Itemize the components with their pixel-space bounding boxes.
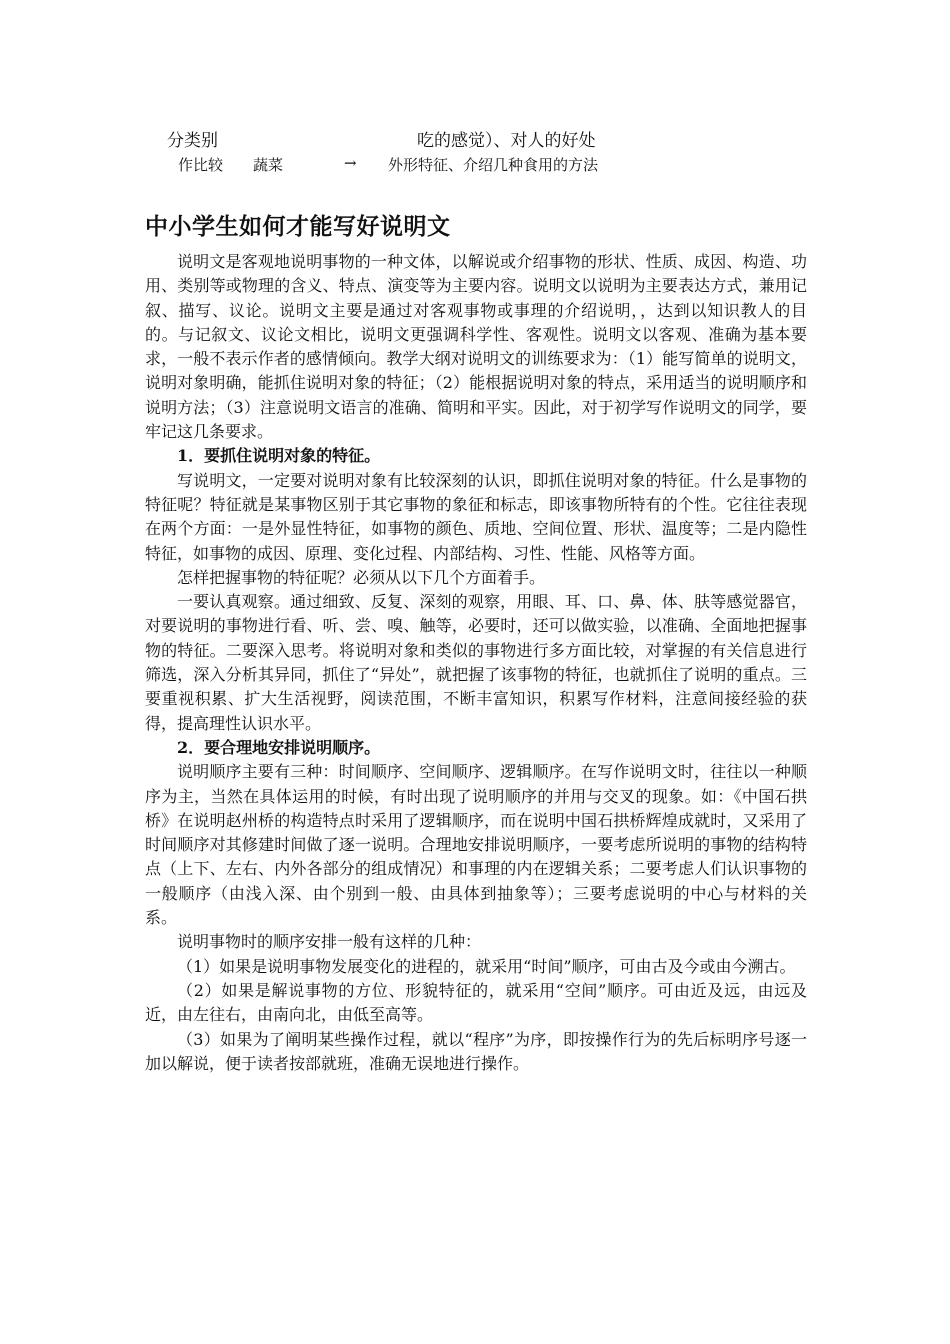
arrow-icon: → <box>344 154 357 172</box>
paragraph: 怎样把握事物的特征呢？必须从以下几个方面着手。 <box>177 567 546 587</box>
article-title: 中小学生如何才能写好说明文 <box>145 214 451 240</box>
fragment-item-vegetable: 蔬菜 <box>253 156 284 174</box>
list-item: （3）如果为了阐明某些操作过程，就以“程序”为序，即按操作行为的先后标明序号逐一加以解说，便于读者按部就班，准确无误地进行操作。 <box>145 1029 807 1073</box>
fragment-text-benefits: 吃的感觉）、对人的好处 <box>417 131 596 151</box>
fragment-label-classify: 分类别 <box>167 131 218 151</box>
section-heading-1: 1．要抓住说明对象的特征。 <box>177 446 381 466</box>
intro-paragraph: 说明文是客观地说明事物的一种文体，以解说或介绍事物的形状、性质、成因、构造、功用、类别等或物理的含义、特点、演变等为主要内容。说明文以说明为主要表达方式，兼用记叙、描写、议论。说明文主要是通过对客观事物或事理的介绍说明，，达到以知识教人的目的。与记叙文、议论文相比，说明文更强调科学性、客观性。说明文以客观、准确为基本要求，一般不表示作者的感情倾向。教学大纲对说明文的训练要求为：（1）能写简单的说明文，说明对象明确，能抓住说明对象的特征；（2）能根据说明对象的特点，采用适当的说明顺序和说明方法；（3）注意说明文语言的准确、简明和平实。因此，对于初学写作说明文的同学，要牢记这几条要求。 <box>145 252 807 442</box>
paragraph: 写说明文，一定要对说明对象有比较深刻的认识，即抓住说明对象的特征。什么是事物的特征呢？特征就是某事物区别于其它事物的象征和标志，即该事物所特有的个性。它往往表现在两个方面：一是外显性特征，如事物的颜色、质地、空间位置、形状、温度等；二是内隐性特征，如事物的成因、原理、变化过程、内部结构、习性、性能、风格等方面。 <box>145 470 807 563</box>
fragment-row-1 <box>167 126 596 151</box>
paragraph: 一要认真观察。通过细致、反复、深刻的观察，用眼、耳、口、鼻、体、肤等感觉器官，对要说明的事物进行看、听、尝、嗅、触等，必要时，还可以做实验，以准确、全面地把握事物的特征。二要深入思考。将说明对象和类似的事物进行多方面比较，对掌握的有关信息进行筛选，深入分析其异同，抓住了“异处”，就把握了该事物的特征，也就抓住了说明的重点。三要重视积累、扩大生活视野，阅读范围，不断丰富知识，积累写作材料，注意间接经验的获得，提高理性认识水平。 <box>145 592 807 733</box>
list-item: （1）如果是说明事物发展变化的进程的，就采用“时间”顺序，可由古及今或由今溯古。 <box>177 956 796 976</box>
paragraph: 说明顺序主要有三种：时间顺序、空间顺序、逻辑顺序。在写作说明文时，往往以一种顺序为主，当然在具体运用的时候，有时出现了说明顺序的并用与交叉的现象。如：《中国石拱桥》在说明赵州桥的构造特点时采用了逻辑顺序，而在说明中国石拱桥辉煌成就时，又采用了时间顺序对其修建时间做了逐一说明。合理地安排说明顺序，一要考虑所说明的事物的结构特点（上下、左右、内外各部分的组成情况）和事理的内在逻辑关系；二要考虑人们认识事物的一般顺序（由浅入深、由个别到一般、由具体到抽象等）；三要考虑说明的中心与材料的关系。 <box>145 762 807 928</box>
article-body <box>145 250 807 1076</box>
paragraph: 说明事物时的顺序安排一般有这样的几种： <box>177 932 482 952</box>
fragment-label-compare: 作比较 <box>178 156 224 174</box>
fragment-text-features: 外形特征、介绍几种食用的方法 <box>388 156 599 174</box>
list-item: （2）如果是解说事物的方位、形貌特征的，就采用“空间”顺序。可由近及远，由远及近，由左往右，由南向北，由低至高等。 <box>145 980 807 1025</box>
section-heading-2: 2．要合理地安排说明顺序。 <box>177 737 381 757</box>
